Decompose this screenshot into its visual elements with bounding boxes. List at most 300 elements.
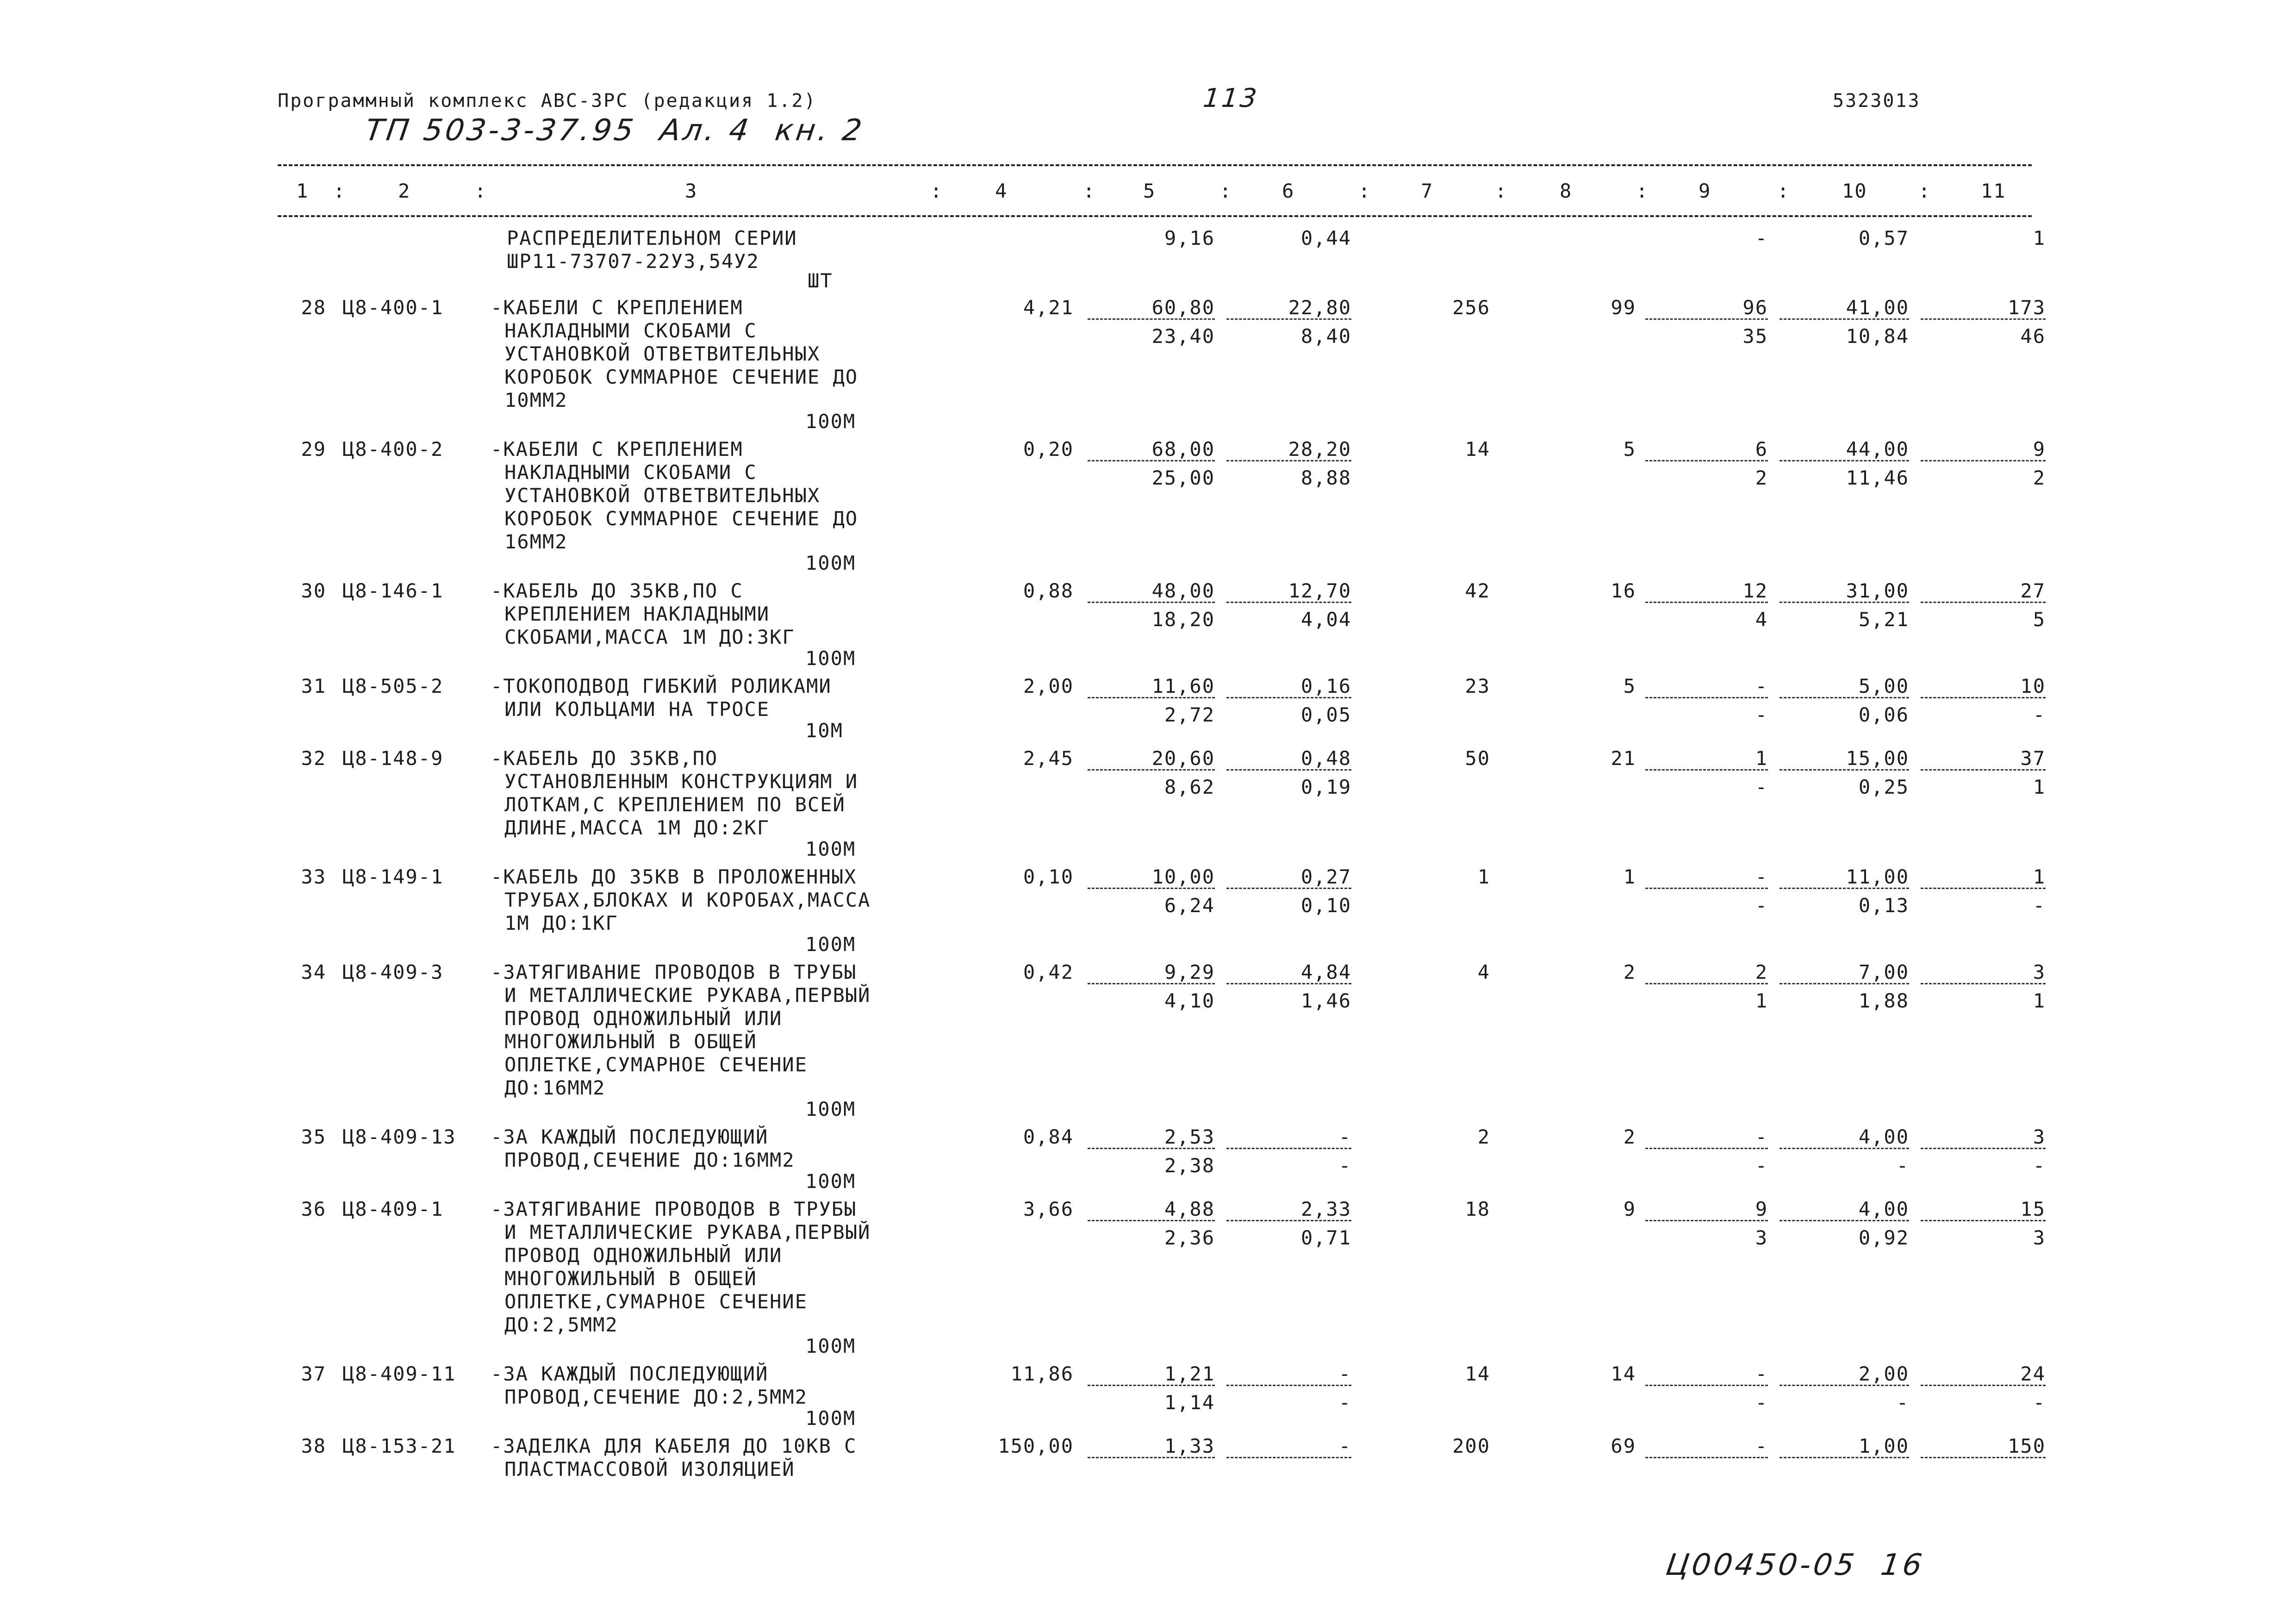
value-separator <box>1088 697 1215 698</box>
row-c5-secondary: 2,38 <box>1164 1154 1215 1177</box>
row-c9: 96 <box>1742 296 1768 319</box>
row-c10: 41,00 <box>1846 296 1909 319</box>
row-description-line: ПРОВОД,СЕЧЕНИЕ ДО:2,5ММ2 <box>504 1386 808 1408</box>
row-c11: 3 <box>2033 1126 2046 1148</box>
row-c10-secondary: 10,84 <box>1846 325 1909 348</box>
carryover-c11: 1 <box>2033 227 2046 249</box>
row-c10-secondary: 5,21 <box>1858 608 1909 631</box>
row-c6-secondary: 0,05 <box>1300 703 1351 726</box>
value-separator <box>1226 983 1351 984</box>
value-separator <box>1921 697 2046 698</box>
row-description-line: СКОБАМИ,МАССА 1М ДО:3КГ <box>504 626 795 648</box>
value-separator <box>1645 1148 1768 1149</box>
row-c10-secondary: 11,46 <box>1846 466 1909 489</box>
row-c5: 20,60 <box>1151 747 1215 770</box>
row-c10: 1,00 <box>1858 1435 1909 1457</box>
column-divider: : <box>474 180 487 202</box>
column-header-9: 9 <box>1699 180 1711 202</box>
carryover-c6: 0,44 <box>1300 227 1351 249</box>
value-separator <box>1645 1385 1768 1386</box>
row-code: Ц8-409-1 <box>342 1198 444 1220</box>
unit-of-measure: 100М <box>805 1170 856 1193</box>
row-c7: 50 <box>1465 747 1490 770</box>
row-c8: 2 <box>1623 961 1636 983</box>
row-c9-secondary: 4 <box>1755 608 1768 631</box>
row-code: Ц8-409-3 <box>342 961 444 983</box>
row-number: 29 <box>301 438 326 460</box>
row-c10-secondary: 1,88 <box>1858 989 1909 1012</box>
row-c5-secondary: 25,00 <box>1151 466 1215 489</box>
row-c6-secondary: 0,71 <box>1300 1226 1351 1249</box>
row-c5-secondary: 8,62 <box>1164 776 1215 798</box>
row-description-line: 10ММ2 <box>504 389 568 411</box>
row-c7: 256 <box>1452 296 1490 319</box>
row-c6-secondary: 0,10 <box>1300 894 1351 917</box>
row-c10-secondary: 0,92 <box>1858 1226 1909 1249</box>
row-c5-secondary: 1,14 <box>1164 1391 1215 1414</box>
row-c9-secondary: 1 <box>1755 989 1768 1012</box>
row-c6-secondary: 1,46 <box>1300 989 1351 1012</box>
row-description-line: ПРОВОД ОДНОЖИЛЬНЫЙ ИЛИ <box>504 1244 783 1267</box>
row-c8: 2 <box>1623 1126 1636 1148</box>
value-separator <box>1780 1148 1909 1149</box>
row-c6-secondary: 4,04 <box>1300 608 1351 631</box>
row-description-line: ДО:16ММ2 <box>504 1076 606 1099</box>
row-number: 34 <box>301 961 326 983</box>
row-c6-secondary: - <box>1338 1391 1351 1414</box>
column-header-4: 4 <box>995 180 1008 202</box>
value-separator <box>1780 460 1909 461</box>
row-number: 32 <box>301 747 326 770</box>
row-c10-secondary: - <box>1896 1391 1909 1414</box>
row-number: 36 <box>301 1198 326 1220</box>
row-description-line: -КАБЕЛИ С КРЕПЛЕНИЕМ <box>491 296 743 319</box>
row-c11-secondary: - <box>2033 703 2046 726</box>
unit-of-measure: 100М <box>805 1407 856 1430</box>
row-c10-secondary: 0,13 <box>1858 894 1909 917</box>
row-description-line: -КАБЕЛИ С КРЕПЛЕНИЕМ <box>491 438 743 460</box>
value-separator <box>1921 1385 2046 1386</box>
column-header-11: 11 <box>1981 180 2006 202</box>
row-c6: 12,70 <box>1288 579 1351 602</box>
row-description-line: ОПЛЕТКЕ,СУМАРНОЕ СЕЧЕНИЕ <box>504 1053 808 1076</box>
row-code: Ц8-409-13 <box>342 1126 456 1148</box>
row-description-line: ДЛИНЕ,МАССА 1М ДО:2КГ <box>504 816 770 839</box>
row-c9-secondary: 35 <box>1742 325 1768 348</box>
row-c6: 22,80 <box>1288 296 1351 319</box>
row-c10: 15,00 <box>1846 747 1909 770</box>
row-description-line: -ЗАДЕЛКА ДЛЯ КАБЕЛЯ ДО 10КВ С <box>491 1435 857 1457</box>
row-c7: 23 <box>1465 675 1490 697</box>
row-description-line: 16ММ2 <box>504 530 568 553</box>
row-description-line: ПЛАСТМАССОВОЙ ИЗОЛЯЦИЕЙ <box>504 1458 795 1480</box>
row-c8: 99 <box>1611 296 1636 319</box>
row-c5-secondary: 23,40 <box>1151 325 1215 348</box>
column-divider: : <box>1918 180 1931 202</box>
value-separator <box>1645 1457 1768 1458</box>
row-c5-secondary: 2,36 <box>1164 1226 1215 1249</box>
unit-of-measure: 100М <box>805 933 856 956</box>
row-description-line: ДО:2,5ММ2 <box>504 1313 618 1336</box>
row-c8: 21 <box>1611 747 1636 770</box>
row-number: 31 <box>301 675 326 697</box>
value-separator <box>1226 460 1351 461</box>
row-c11: 24 <box>2020 1362 2046 1385</box>
row-description-line: УСТАНОВЛЕННЫМ КОНСТРУКЦИЯМ И <box>504 770 859 793</box>
row-c5: 9,29 <box>1164 961 1215 983</box>
row-c11-secondary: 1 <box>2033 776 2046 798</box>
row-number: 33 <box>301 865 326 888</box>
row-code: Ц8-505-2 <box>342 675 444 697</box>
row-c11-secondary: 1 <box>2033 989 2046 1012</box>
row-c5-secondary: 6,24 <box>1164 894 1215 917</box>
value-separator <box>1088 460 1215 461</box>
row-number: 30 <box>301 579 326 602</box>
column-divider: : <box>930 180 943 202</box>
row-number: 35 <box>301 1126 326 1148</box>
unit-of-measure: 10М <box>805 719 843 742</box>
row-c5-secondary: 4,10 <box>1164 989 1215 1012</box>
row-c9-secondary: 3 <box>1755 1226 1768 1249</box>
row-c10: 2,00 <box>1858 1362 1909 1385</box>
value-separator <box>1921 602 2046 603</box>
row-c4: 0,84 <box>1023 1126 1074 1148</box>
row-description-line: ОПЛЕТКЕ,СУМАРНОЕ СЕЧЕНИЕ <box>504 1290 808 1313</box>
header-rule-bottom <box>278 215 2032 217</box>
header-rule-top <box>278 164 2032 166</box>
column-divider: : <box>1083 180 1096 202</box>
row-c11-secondary: 46 <box>2020 325 2046 348</box>
column-divider: : <box>1220 180 1232 202</box>
value-separator <box>1921 1457 2046 1458</box>
row-c5: 60,80 <box>1151 296 1215 319</box>
value-separator <box>1921 318 2046 320</box>
value-separator <box>1645 1220 1768 1221</box>
row-code: Ц8-153-21 <box>342 1435 456 1457</box>
row-c4: 0,42 <box>1023 961 1074 983</box>
program-title: Программный комплекс АВС-3РС (редакция 1.2) <box>278 90 817 112</box>
row-c11-secondary: 3 <box>2033 1226 2046 1249</box>
row-c8: 5 <box>1623 438 1636 460</box>
row-c11: 37 <box>2020 747 2046 770</box>
row-c7: 14 <box>1465 1362 1490 1385</box>
row-c8: 16 <box>1611 579 1636 602</box>
row-c7: 4 <box>1477 961 1490 983</box>
value-separator <box>1645 602 1768 603</box>
row-description-line: -КАБЕЛЬ ДО 35КВ,ПО С <box>491 579 743 602</box>
row-c9: 2 <box>1755 961 1768 983</box>
row-c8: 5 <box>1623 675 1636 697</box>
value-separator <box>1780 318 1909 320</box>
value-separator <box>1921 769 2046 771</box>
carryover-c9: - <box>1755 227 1768 249</box>
row-c9: 6 <box>1755 438 1768 460</box>
carryover-c10: 0,57 <box>1858 227 1909 249</box>
value-separator <box>1921 1220 2046 1221</box>
value-separator <box>1226 697 1351 698</box>
column-header-8: 8 <box>1560 180 1573 202</box>
value-separator <box>1226 769 1351 771</box>
value-separator <box>1780 983 1909 984</box>
row-c8: 14 <box>1611 1362 1636 1385</box>
unit-of-measure: 100М <box>805 1335 856 1357</box>
value-separator <box>1780 769 1909 771</box>
row-c9: 9 <box>1755 1198 1768 1220</box>
row-c11-secondary: - <box>2033 1391 2046 1414</box>
row-c8: 1 <box>1623 865 1636 888</box>
value-separator <box>1088 1148 1215 1149</box>
row-c4: 0,20 <box>1023 438 1074 460</box>
row-c6-secondary: 0,19 <box>1300 776 1351 798</box>
row-description-line: -ЗАТЯГИВАНИЕ ПРОВОДОВ В ТРУБЫ <box>491 961 857 983</box>
row-description-line: КОРОБОК СУММАРНОЕ СЕЧЕНИЕ ДО <box>504 366 859 388</box>
row-c5: 10,00 <box>1151 865 1215 888</box>
row-description-line: ЛОТКАМ,С КРЕПЛЕНИЕМ ПО ВСЕЙ <box>504 793 846 816</box>
row-description-line: -ЗАТЯГИВАНИЕ ПРОВОДОВ В ТРУБЫ <box>491 1198 857 1220</box>
row-c5: 2,53 <box>1164 1126 1215 1148</box>
row-c11: 15 <box>2020 1198 2046 1220</box>
carryover-description-line: РАСПРЕДЕЛИТЕЛЬНОМ СЕРИИ <box>507 227 797 249</box>
value-separator <box>1226 318 1351 320</box>
row-c10: 31,00 <box>1846 579 1909 602</box>
row-c9: - <box>1755 1362 1768 1385</box>
row-c9: - <box>1755 1435 1768 1457</box>
row-c9: 1 <box>1755 747 1768 770</box>
value-separator <box>1088 1457 1215 1458</box>
row-description-line: НАКЛАДНЫМИ СКОБАМИ С <box>504 461 757 484</box>
row-c10: 44,00 <box>1846 438 1909 460</box>
row-c4: 0,10 <box>1023 865 1074 888</box>
value-separator <box>1921 983 2046 984</box>
value-separator <box>1088 602 1215 603</box>
value-separator <box>1780 1220 1909 1221</box>
unit-of-measure: 100М <box>805 1098 856 1120</box>
row-c10: 7,00 <box>1858 961 1909 983</box>
row-c11-secondary: - <box>2033 894 2046 917</box>
row-c10: 11,00 <box>1846 865 1909 888</box>
row-c5: 1,33 <box>1164 1435 1215 1457</box>
row-c6: 0,16 <box>1300 675 1351 697</box>
row-number: 28 <box>301 296 326 319</box>
row-c11-secondary: 2 <box>2033 466 2046 489</box>
value-separator <box>1226 888 1351 889</box>
row-c5-secondary: 18,20 <box>1151 608 1215 631</box>
row-c9: 12 <box>1742 579 1768 602</box>
column-divider: : <box>1636 180 1649 202</box>
row-c7: 18 <box>1465 1198 1490 1220</box>
column-header-1: 1 <box>296 180 309 202</box>
row-code: Ц8-149-1 <box>342 865 444 888</box>
value-separator <box>1645 769 1768 771</box>
row-description-line: ПРОВОД,СЕЧЕНИЕ ДО:16ММ2 <box>504 1149 795 1171</box>
value-separator <box>1645 318 1768 320</box>
column-divider: : <box>1495 180 1508 202</box>
row-c11: 150 <box>2008 1435 2046 1457</box>
row-c8: 9 <box>1623 1198 1636 1220</box>
unit-of-measure: ШТ <box>808 269 833 292</box>
row-c9-secondary: 2 <box>1755 466 1768 489</box>
column-divider: : <box>1358 180 1371 202</box>
row-description-line: КРЕПЛЕНИЕМ НАКЛАДНЫМИ <box>504 603 770 625</box>
row-description-line: -ЗА КАЖДЫЙ ПОСЛЕДУЮЩИЙ <box>491 1126 769 1148</box>
value-separator <box>1088 769 1215 771</box>
row-c4: 2,00 <box>1023 675 1074 697</box>
row-c9: - <box>1755 1126 1768 1148</box>
value-separator <box>1088 1220 1215 1221</box>
column-header-3: 3 <box>685 180 698 202</box>
row-code: Ц8-146-1 <box>342 579 444 602</box>
value-separator <box>1645 983 1768 984</box>
row-description-line: И МЕТАЛЛИЧЕСКИЕ РУКАВА,ПЕРВЫЙ <box>504 1221 871 1244</box>
column-header-5: 5 <box>1143 180 1156 202</box>
row-description-line: ТРУБАХ,БЛОКАХ И КОРОБАХ,МАССА <box>504 889 871 911</box>
row-c6-secondary: 8,40 <box>1300 325 1351 348</box>
row-c5: 48,00 <box>1151 579 1215 602</box>
row-c6: - <box>1338 1362 1351 1385</box>
row-description-line: И МЕТАЛЛИЧЕСКИЕ РУКАВА,ПЕРВЫЙ <box>504 984 871 1007</box>
row-c7: 14 <box>1465 438 1490 460</box>
handwritten-footer-note: Ц00450-05 16 <box>1663 1548 1927 1582</box>
value-separator <box>1088 888 1215 889</box>
row-description-line: -ТОКОПОДВОД ГИБКИЙ РОЛИКАМИ <box>491 675 832 697</box>
row-c9-secondary: - <box>1755 703 1768 726</box>
row-number: 37 <box>301 1362 326 1385</box>
row-description-line: УСТАНОВКОЙ ОТВЕТВИТЕЛЬНЫХ <box>504 342 821 365</box>
row-c10: 5,00 <box>1858 675 1909 697</box>
carryover-description-line: ШР11-73707-22У3,54У2 <box>507 250 759 273</box>
row-c6: 4,84 <box>1300 961 1351 983</box>
row-c5: 11,60 <box>1151 675 1215 697</box>
column-header-10: 10 <box>1842 180 1867 202</box>
row-c6: 0,48 <box>1300 747 1351 770</box>
column-divider: : <box>333 180 346 202</box>
row-code: Ц8-400-2 <box>342 438 444 460</box>
row-description-line: НАКЛАДНЫМИ СКОБАМИ С <box>504 319 757 342</box>
unit-of-measure: 100М <box>805 410 856 433</box>
row-c5: 68,00 <box>1151 438 1215 460</box>
row-description-line: ПРОВОД ОДНОЖИЛЬНЫЙ ИЛИ <box>504 1007 783 1030</box>
unit-of-measure: 100М <box>805 838 856 860</box>
row-c4: 0,88 <box>1023 579 1074 602</box>
unit-of-measure: 100М <box>805 552 856 574</box>
row-c10-secondary: - <box>1896 1154 1909 1177</box>
row-c7: 1 <box>1477 865 1490 888</box>
row-c5: 4,88 <box>1164 1198 1215 1220</box>
row-c10-secondary: 0,06 <box>1858 703 1909 726</box>
value-separator <box>1921 460 2046 461</box>
row-c4: 3,66 <box>1023 1198 1074 1220</box>
row-description-line: -ЗА КАЖДЫЙ ПОСЛЕДУЮЩИЙ <box>491 1362 769 1385</box>
row-description-line: ИЛИ КОЛЬЦАМИ НА ТРОСЕ <box>504 698 770 721</box>
carryover-c5: 9,16 <box>1164 227 1215 249</box>
value-separator <box>1226 1148 1351 1149</box>
value-separator <box>1645 888 1768 889</box>
row-c6: 0,27 <box>1300 865 1351 888</box>
row-c10: 4,00 <box>1858 1198 1909 1220</box>
value-separator <box>1780 1385 1909 1386</box>
value-separator <box>1226 1385 1351 1386</box>
row-c8: 69 <box>1611 1435 1636 1457</box>
row-c9-secondary: - <box>1755 776 1768 798</box>
row-c11: 3 <box>2033 961 2046 983</box>
row-description-line: МНОГОЖИЛЬНЫЙ В ОБЩЕЙ <box>504 1267 757 1290</box>
row-c4: 150,00 <box>998 1435 1074 1457</box>
value-separator <box>1921 888 2046 889</box>
row-c9-secondary: - <box>1755 1154 1768 1177</box>
row-code: Ц8-400-1 <box>342 296 444 319</box>
row-code: Ц8-409-11 <box>342 1362 456 1385</box>
value-separator <box>1921 1148 2046 1149</box>
document-code: 5323013 <box>1833 90 1921 112</box>
row-c7: 2 <box>1477 1126 1490 1148</box>
row-description-line: 1М ДО:1КГ <box>504 912 618 934</box>
row-description-line: МНОГОЖИЛЬНЫЙ В ОБЩЕЙ <box>504 1030 757 1053</box>
row-c6: 2,33 <box>1300 1198 1351 1220</box>
row-c10: 4,00 <box>1858 1126 1909 1148</box>
row-c6-secondary: 8,88 <box>1300 466 1351 489</box>
handwritten-project-ref: ТП 503-3-37.95 Ал. 4 кн. 2 <box>363 113 867 148</box>
value-separator <box>1780 602 1909 603</box>
value-separator <box>1645 697 1768 698</box>
row-c9-secondary: - <box>1755 1391 1768 1414</box>
row-c11: 27 <box>2020 579 2046 602</box>
row-description-line: -КАБЕЛЬ ДО 35КВ,ПО <box>491 747 718 770</box>
page-number: 113 <box>1201 83 1260 113</box>
row-code: Ц8-148-9 <box>342 747 444 770</box>
value-separator <box>1088 318 1215 320</box>
value-separator <box>1226 602 1351 603</box>
value-separator <box>1088 983 1215 984</box>
column-header-6: 6 <box>1282 180 1295 202</box>
value-separator <box>1645 460 1768 461</box>
row-c4: 11,86 <box>1010 1362 1074 1385</box>
unit-of-measure: 100М <box>805 647 856 670</box>
row-number: 38 <box>301 1435 326 1457</box>
row-c11: 1 <box>2033 865 2046 888</box>
row-c4: 2,45 <box>1023 747 1074 770</box>
row-c7: 42 <box>1465 579 1490 602</box>
row-c6: - <box>1338 1126 1351 1148</box>
row-c9: - <box>1755 675 1768 697</box>
value-separator <box>1226 1457 1351 1458</box>
row-c11: 173 <box>2008 296 2046 319</box>
row-c5: 1,21 <box>1164 1362 1215 1385</box>
value-separator <box>1226 1220 1351 1221</box>
row-c6-secondary: - <box>1338 1154 1351 1177</box>
row-c11-secondary: 5 <box>2033 608 2046 631</box>
column-divider: : <box>1777 180 1790 202</box>
row-c6: 28,20 <box>1288 438 1351 460</box>
row-c4: 4,21 <box>1023 296 1074 319</box>
row-c10-secondary: 0,25 <box>1858 776 1909 798</box>
value-separator <box>1780 888 1909 889</box>
row-c9: - <box>1755 865 1768 888</box>
value-separator <box>1088 1385 1215 1386</box>
row-c11: 9 <box>2033 438 2046 460</box>
row-description-line: КОРОБОК СУММАРНОЕ СЕЧЕНИЕ ДО <box>504 507 859 530</box>
row-description-line: УСТАНОВКОЙ ОТВЕТВИТЕЛЬНЫХ <box>504 484 821 507</box>
column-header-7: 7 <box>1421 180 1434 202</box>
value-separator <box>1780 697 1909 698</box>
value-separator <box>1780 1457 1909 1458</box>
row-c9-secondary: - <box>1755 894 1768 917</box>
row-description-line: -КАБЕЛЬ ДО 35КВ В ПРОЛОЖЕННЫХ <box>491 865 857 888</box>
row-c6: - <box>1338 1435 1351 1457</box>
column-header-2: 2 <box>398 180 411 202</box>
row-c7: 200 <box>1452 1435 1490 1457</box>
row-c5-secondary: 2,72 <box>1164 703 1215 726</box>
row-c11: 10 <box>2020 675 2046 697</box>
